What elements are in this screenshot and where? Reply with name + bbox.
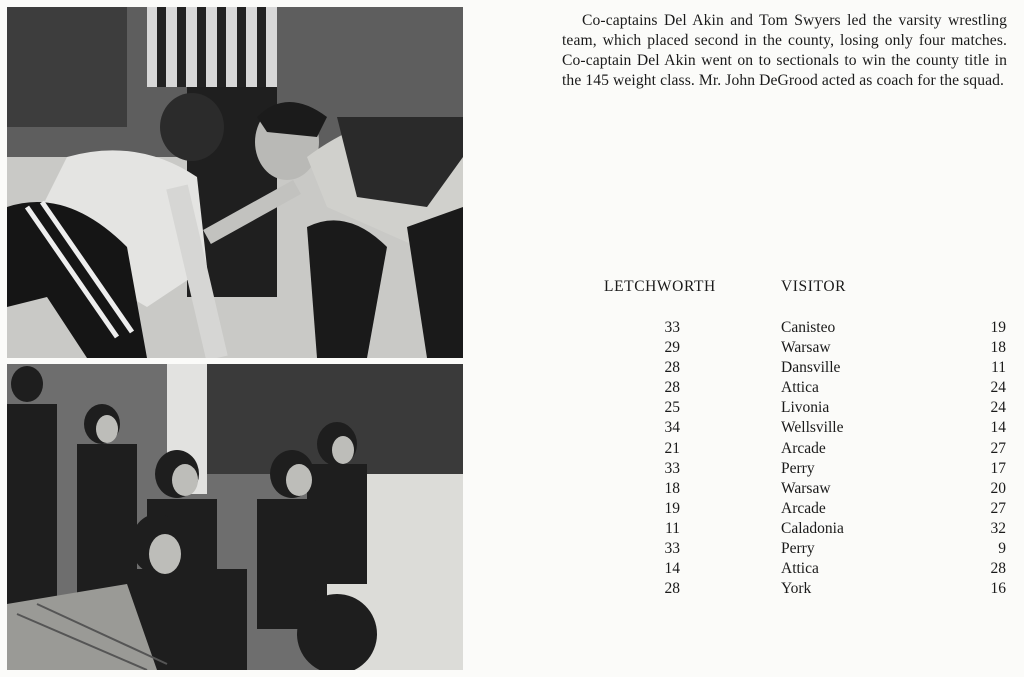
table-row <box>604 579 1006 599</box>
opponent-name: Attica <box>781 379 819 397</box>
home-score: 28 <box>664 359 680 377</box>
opponent-score: 27 <box>990 439 1006 457</box>
table-header-home: LETCHWORTH <box>604 278 716 295</box>
table-row <box>604 358 1006 378</box>
home-score: 25 <box>664 399 680 417</box>
opponent-score: 11 <box>991 359 1006 377</box>
opponent-name: Canisteo <box>781 319 836 336</box>
score-table <box>604 318 1006 599</box>
home-score: 19 <box>664 499 680 517</box>
opponent-name: Arcade <box>781 439 826 457</box>
team-bench-photo <box>7 364 463 670</box>
home-score: 18 <box>664 479 680 497</box>
opponent-score: 24 <box>990 399 1006 417</box>
opponent-score: 18 <box>990 339 1006 357</box>
table-row <box>604 479 1006 499</box>
opponent-name: Perry <box>781 540 815 558</box>
opponent-score: 9 <box>998 540 1006 558</box>
table-row <box>604 559 1006 579</box>
opponent-score: 27 <box>990 499 1006 517</box>
opponent-name: Perry <box>781 459 815 477</box>
opponent-name: Warsaw <box>781 479 831 497</box>
table-row <box>604 539 1006 559</box>
table-row <box>604 378 1006 398</box>
home-score: 33 <box>664 459 680 477</box>
home-score: 33 <box>664 319 680 336</box>
opponent-score: 16 <box>990 580 1006 598</box>
table-row <box>604 418 1006 438</box>
home-score: 28 <box>664 379 680 397</box>
opponent-name: Warsaw <box>781 339 831 357</box>
opponent-score: 19 <box>990 319 1006 336</box>
opponent-score: 32 <box>990 519 1006 537</box>
table-row <box>604 439 1006 459</box>
home-score: 21 <box>664 439 680 457</box>
wrestling-match-photo <box>7 7 463 358</box>
table-row <box>604 318 1006 338</box>
home-score: 28 <box>664 580 680 598</box>
table-header-visitor: VISITOR <box>781 278 847 295</box>
opponent-score: 28 <box>990 560 1006 578</box>
opponent-name: Livonia <box>781 399 830 417</box>
home-score: 33 <box>664 540 680 558</box>
opponent-score: 14 <box>990 419 1006 437</box>
opponent-name: Dansville <box>781 359 841 377</box>
opponent-name: Arcade <box>781 499 826 517</box>
article-caption: Co-captains Del Akin and Tom Swyers led the varsity wrestling team, which placed second in the county, losing only four matches. Co-captain Del Akin went on to sectionals to win the county title in the 145 weight class. Mr. John DeGrood acted as coach for the squad. <box>562 12 1007 89</box>
table-row <box>604 398 1006 418</box>
opponent-name: Attica <box>781 560 819 578</box>
opponent-score: 24 <box>990 379 1006 397</box>
opponent-name: Wellsville <box>781 419 844 437</box>
home-score: 34 <box>664 419 680 437</box>
table-row <box>604 338 1006 358</box>
home-score: 11 <box>665 519 680 537</box>
opponent-name: York <box>781 580 812 598</box>
opponent-name: Caladonia <box>781 519 844 537</box>
table-row <box>604 499 1006 519</box>
home-score: 29 <box>664 339 680 357</box>
table-row <box>604 459 1006 479</box>
opponent-score: 20 <box>990 479 1006 497</box>
table-row <box>604 519 1006 539</box>
home-score: 14 <box>664 560 680 578</box>
opponent-score: 17 <box>990 459 1006 477</box>
